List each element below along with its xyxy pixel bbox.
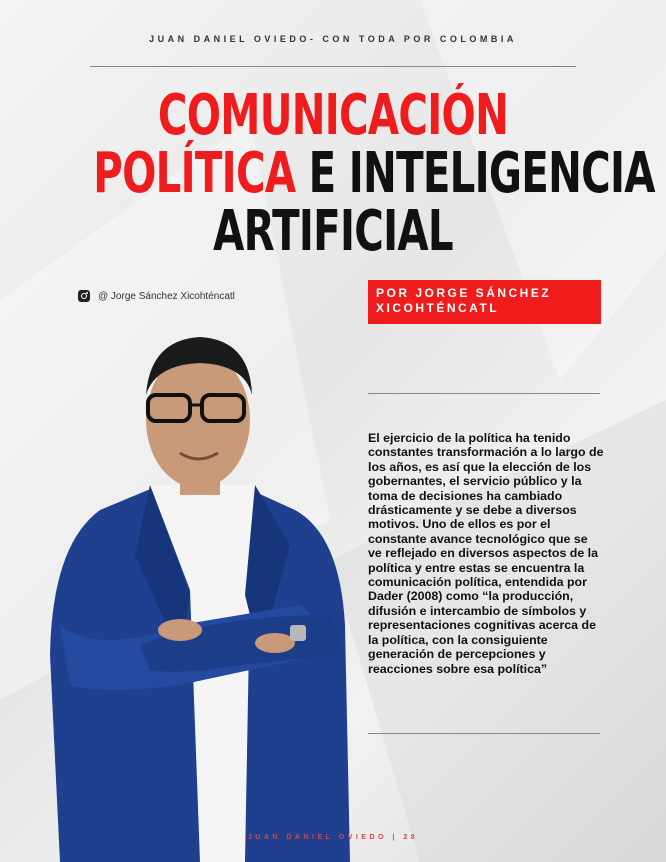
author-portrait	[40, 325, 360, 862]
header-divider	[90, 66, 576, 67]
instagram-icon	[78, 290, 90, 302]
title-line-2-black: E INTELIGENCIA	[295, 141, 655, 206]
social-handle	[78, 290, 235, 302]
article-body: El ejercicio de la política ha tenido constantes transformación a lo largo de los años, es así que la elección de los gobernantes, el servicio público y la toma de decisiones ha cambiado drásticamente y se debe a diversos motivos. Uno de ellos es por el constante avance tecnológico que se ve reflejado en diversos aspectos de la política y entre estas se encuentra la comunicación política, entendida por Dader (2008) como “la producción, difusión e intercambio de símbolos y representaciones cognitivas acerca de la política, con la consiguiente generación de percepciones y reacciones sobre esa política”	[368, 431, 604, 676]
social-handle-text: @ Jorge Sánchez Xicohténcatl	[98, 290, 235, 302]
title-line-1: COMUNICACIÓN	[157, 83, 509, 148]
page-footer: JUAN DANIEL OVIEDO | 28	[247, 834, 419, 841]
author-line-2: XICOHTÉNCATL	[376, 301, 500, 315]
title-line-3: ARTIFICIAL	[213, 199, 453, 264]
author-line-1: POR JORGE SÁNCHEZ	[376, 286, 552, 300]
title-line-2	[93, 141, 655, 206]
author-byline	[368, 280, 601, 324]
body-divider-bottom	[368, 733, 600, 734]
title-line-2-red: POLÍTICA	[93, 141, 296, 206]
header-text: JUAN DANIEL OVIEDO- CON TODA POR COLOMBIA	[149, 34, 517, 44]
body-divider-top	[368, 393, 600, 394]
